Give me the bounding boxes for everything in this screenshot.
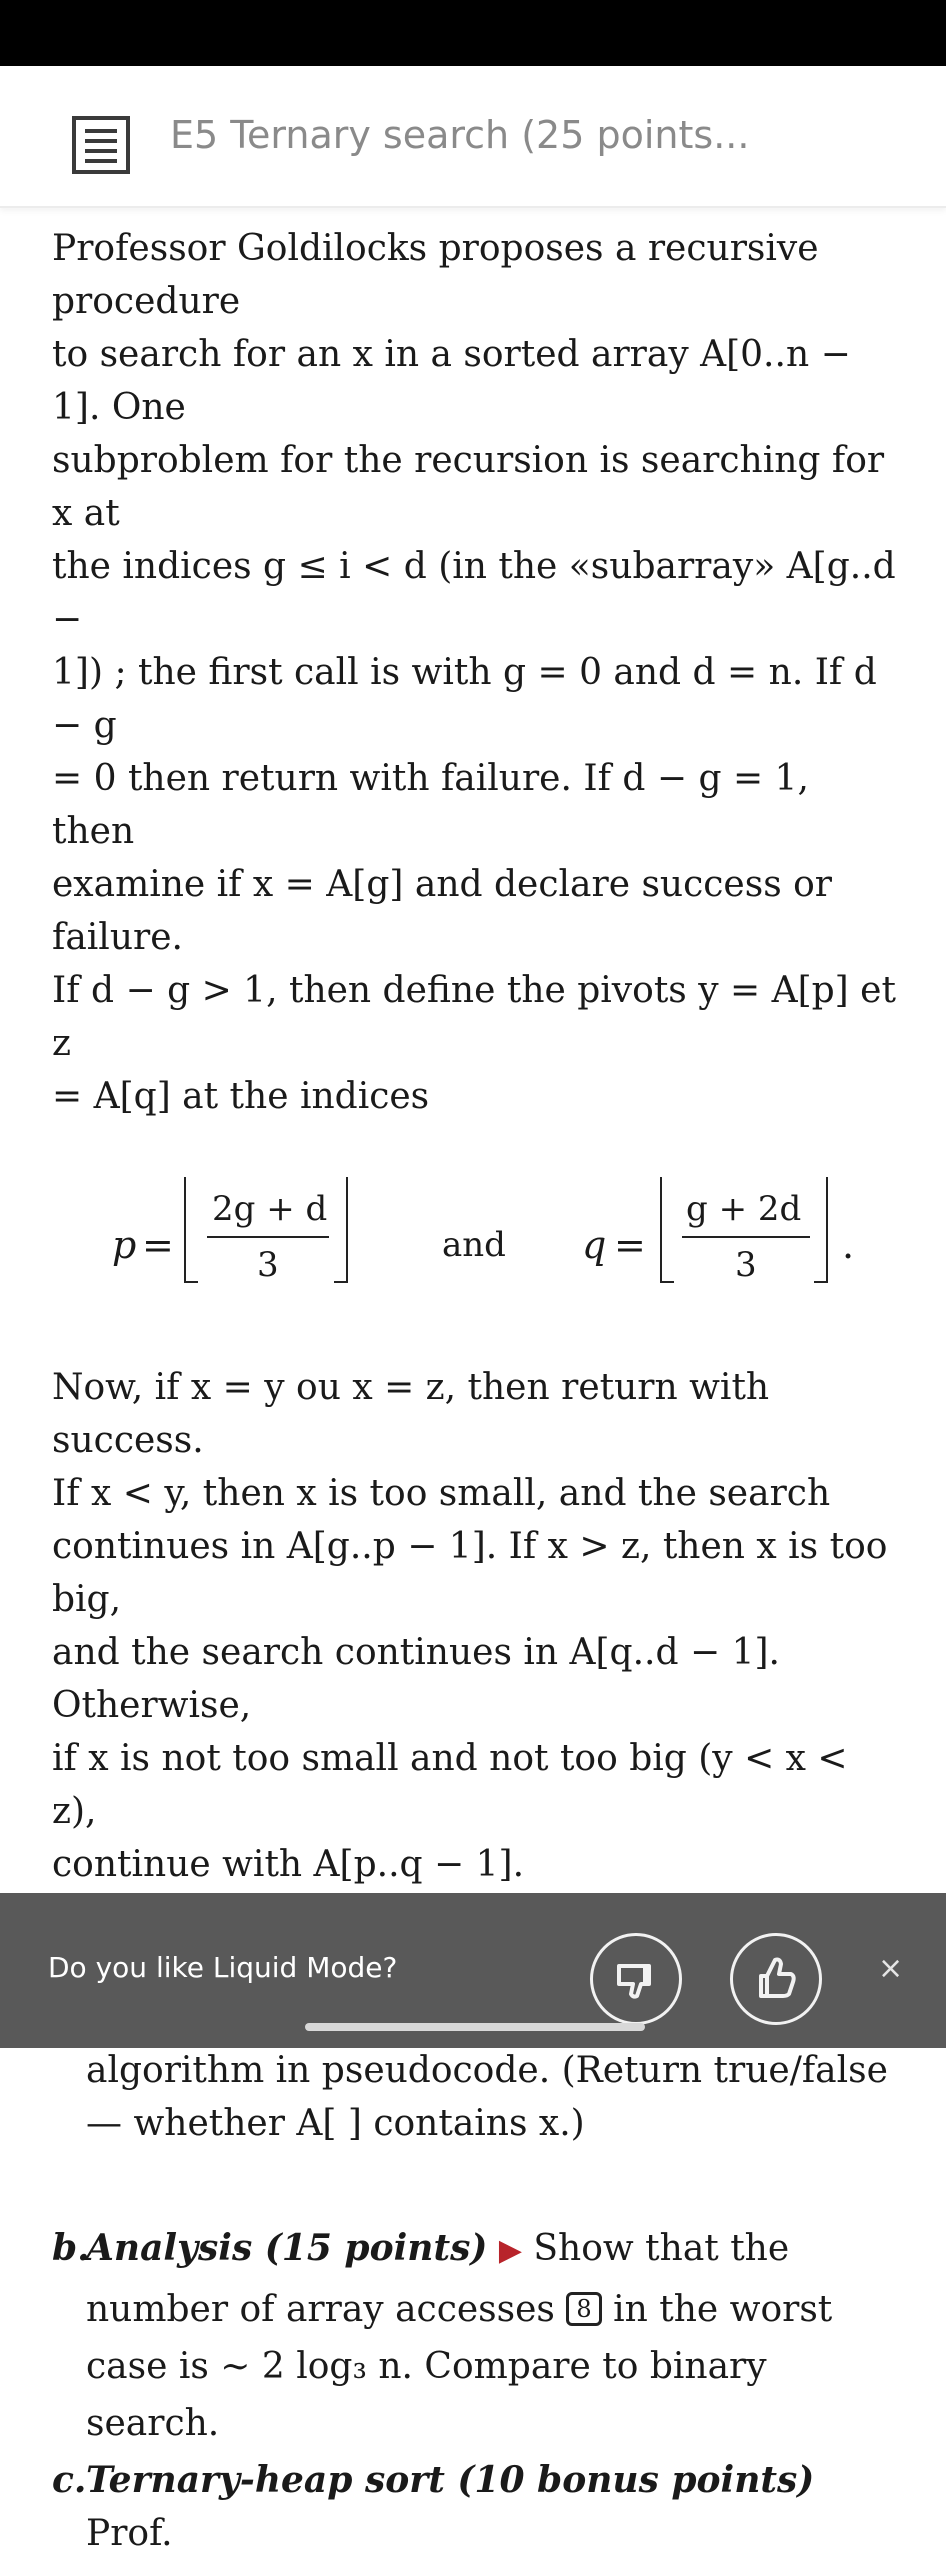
text-line: the indices g ≤ i < d (in the «subarray» A[g..d − [52,546,896,640]
text-line: 1]) ; the first call is with g = 0 and d = n. If d − g [52,652,877,746]
thumbs-up-icon [733,1936,819,2022]
liquid-mode-feedback-bar [0,1893,946,2048]
like-button[interactable] [730,1933,822,2025]
thumbs-down-icon [593,1936,679,2022]
intro-paragraph [52,222,902,1123]
app-header [0,66,946,208]
floor-left-bracket [184,1177,198,1283]
text-line: if x is not too small and not too big (y < x < z), [52,1738,848,1832]
q-label: q [582,1223,607,1267]
text-line: Now, if x = y ou x = z, then return with success. [52,1367,770,1461]
part-a-line: — whether A[ ] contains x.) [86,2103,585,2144]
fraction-bar [682,1236,810,1238]
p-equals: = [142,1223,174,1267]
feedback-question: Do you like Liquid Mode? [48,1951,398,1984]
text-line: subproblem for the recursion is searching for x at [52,440,885,534]
part-b-text: number of array accesses [86,2289,555,2330]
floor-left-bracket [660,1177,674,1283]
document-list-icon[interactable] [72,116,130,174]
fraction-bar [207,1236,329,1238]
search-paragraph [52,1361,902,1891]
text-line: If x < y, then x is too small, and the search [52,1473,831,1514]
text-line: to search for an x in a sorted array A[0..n − 1]. One [52,334,851,428]
part-a-line: algorithm in pseudocode. (Return true/false [86,2050,888,2091]
text-line: Professor Goldilocks proposes a recursive procedure [52,228,819,322]
part-c-heading: Ternary-heap sort (10 bonus points) [86,2459,815,2501]
p-denominator: 3 [257,1245,279,1285]
q-denominator: 3 [735,1245,757,1285]
status-bar [0,0,946,66]
dislike-button[interactable] [590,1933,682,2025]
pivot-formula [52,1173,902,1313]
triangle-icon: ▶ [498,2233,522,2268]
part-c-marker: c. [52,2459,87,2501]
and-word: and [442,1225,506,1265]
text-line: continue with A[p..q − 1]. [52,1844,525,1885]
part-c [52,2454,902,2560]
text-line: and the search continues in A[q..d − 1]. Otherwise, [52,1632,780,1726]
floor-right-bracket [814,1177,828,1283]
text-line: = 0 then return with failure. If d − g = 1, then [52,758,809,852]
text-line: = A[q] at the indices [52,1076,430,1117]
home-indicator[interactable] [305,2023,645,2031]
p-label: p [112,1223,137,1267]
document-content [52,222,902,2560]
formula-period: . [842,1223,855,1267]
part-b-text: Show that the [533,2228,790,2269]
part-b-marker: b. [52,2227,90,2269]
part-b-line: case is ∼ 2 log₃ n. Compare to binary [86,2346,767,2387]
part-b-line: search. [86,2403,220,2444]
q-equals: = [614,1223,646,1267]
floor-right-bracket [334,1177,348,1283]
part-b-text: in the worst [613,2289,833,2330]
page-title: E5 Ternary search (25 points... [170,113,750,157]
annotation-badge[interactable]: 8 [566,2292,601,2326]
text-line: examine if x = A[g] and declare success or failure. [52,864,833,958]
text-line: If d − g > 1, then define the pivots y = A[p] et z [52,970,896,1064]
part-b [52,2222,902,2450]
p-numerator: 2g + d [212,1189,328,1229]
close-icon[interactable]: × [878,1951,904,1986]
part-b-heading: Analysis (15 points) [86,2227,488,2269]
text-line: continues in A[g..p − 1]. If x > z, then x is too big, [52,1526,888,1620]
part-c-text: Prof. [86,2513,173,2554]
q-numerator: g + 2d [686,1189,802,1229]
